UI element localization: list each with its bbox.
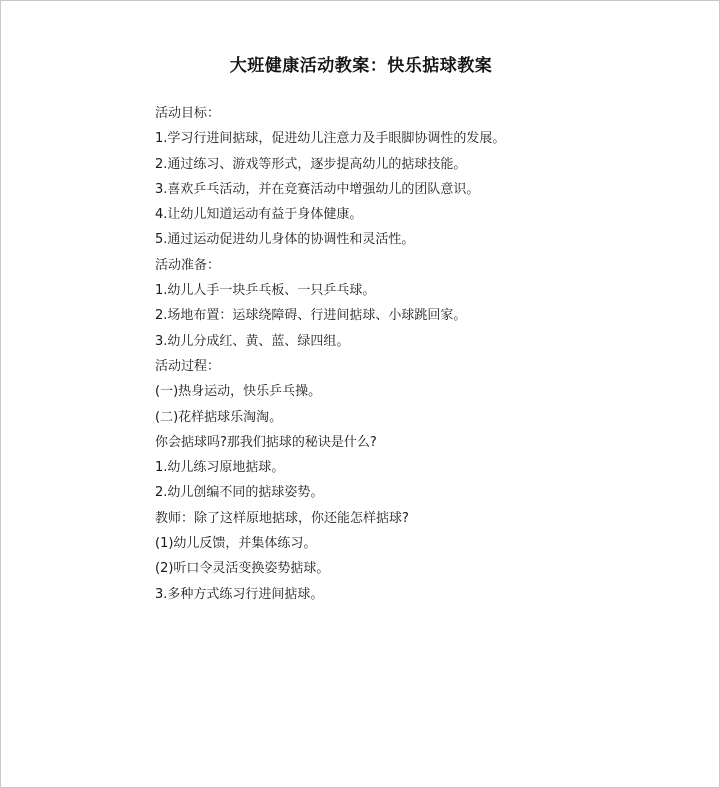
goal-item-4: 4.让幼儿知道运动有益于身体健康。: [155, 207, 363, 223]
goal-item-1: 1.学习行进间掂球，促进幼儿注意力及手眼脚协调性的发展。: [155, 131, 506, 147]
process-step-2: (二)花样掂球乐淘淘。: [155, 409, 283, 425]
process-detail-2: (2)听口令灵活变换姿势掂球。: [155, 561, 330, 577]
process-question: 你会掂球吗?那我们掂球的秘诀是什么?: [155, 434, 377, 450]
teacher-prompt: 教师：除了这样原地掂球，你还能怎样掂球?: [155, 510, 409, 526]
goal-item-5: 5.通过运动促进幼儿身体的协调性和灵活性。: [155, 232, 415, 248]
goal-item-2: 2.通过练习、游戏等形式，逐步提高幼儿的掂球技能。: [155, 156, 467, 172]
preparation-item-1: 1.幼儿人手一块乒乓板、一只乒乓球。: [155, 283, 376, 299]
process-substep-3: 3.多种方式练习行进间掂球。: [155, 586, 324, 602]
heading-activity-process: 活动过程：: [155, 358, 221, 374]
process-detail-1: (1)幼儿反馈，并集体练习。: [155, 536, 317, 552]
heading-activity-goals: 活动目标：: [155, 106, 221, 121]
document-title: 大班健康活动教案：快乐掂球教案: [229, 56, 493, 76]
preparation-item-2: 2.场地布置：运球绕障碍、行进间掂球、小球跳回家。: [155, 308, 467, 324]
document-body: [155, 101, 675, 607]
heading-activity-preparation: 活动准备：: [155, 257, 221, 273]
process-substep-2: 2.幼儿创编不同的掂球姿势。: [155, 485, 324, 501]
goal-item-3: 3.喜欢乒乓活动，并在竞赛活动中增强幼儿的团队意识。: [155, 181, 480, 197]
process-step-1: (一)热身运动，快乐乒乓操。: [155, 384, 322, 400]
preparation-item-3: 3.幼儿分成红、黄、蓝、绿四组。: [155, 333, 350, 349]
process-substep-1: 1.幼儿练习原地掂球。: [155, 460, 285, 476]
